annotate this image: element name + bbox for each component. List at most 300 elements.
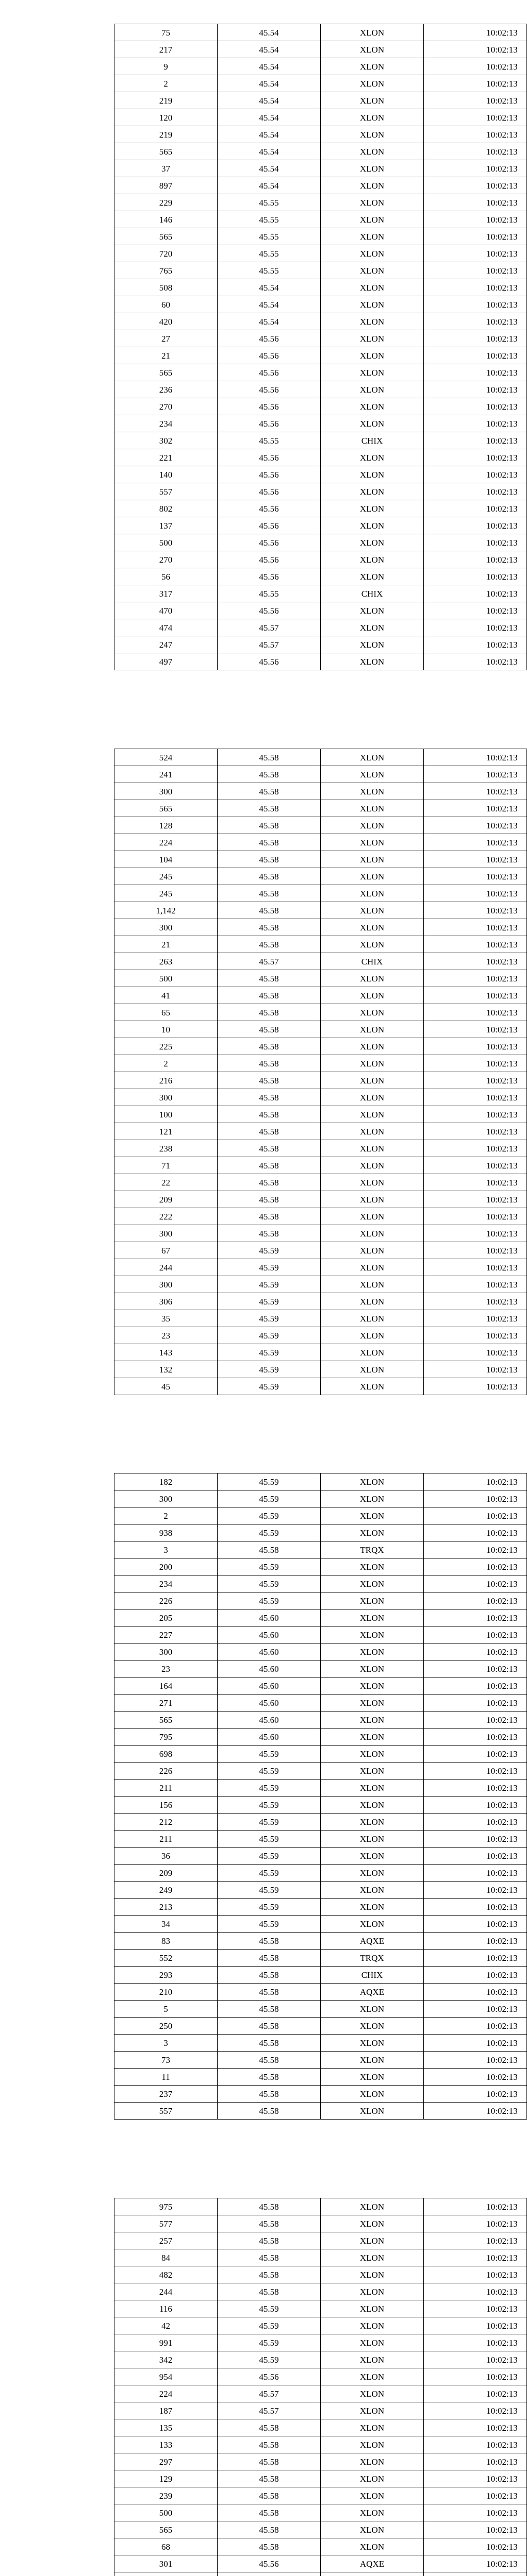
volume-cell: 565 xyxy=(114,228,218,245)
volume-cell: 226 xyxy=(114,1762,218,1780)
price-cell: 45.58 xyxy=(218,1950,321,1967)
time-cell: 10:02:13 xyxy=(424,347,527,364)
time-cell: 10:02:13 xyxy=(424,2487,527,2504)
volume-cell: 257 xyxy=(114,2232,218,2249)
volume-cell: 120 xyxy=(114,109,218,126)
price-cell: 45.58 xyxy=(218,2283,321,2300)
table-row xyxy=(114,2504,527,2521)
time-cell: 10:02:13 xyxy=(424,245,527,262)
volume-cell: 300 xyxy=(114,919,218,936)
volume-cell: 221 xyxy=(114,449,218,466)
table-row xyxy=(114,987,527,1004)
volume-cell: 140 xyxy=(114,466,218,483)
venue-cell: XLON xyxy=(321,1004,424,1021)
time-cell: 10:02:13 xyxy=(424,2521,527,2538)
volume-cell: 73 xyxy=(114,2052,218,2069)
volume-cell: 137 xyxy=(114,517,218,534)
price-cell: 45.58 xyxy=(218,936,321,953)
time-cell: 10:02:13 xyxy=(424,1473,527,1490)
time-cell: 10:02:13 xyxy=(424,92,527,109)
volume-cell: 229 xyxy=(114,194,218,211)
time-cell: 10:02:13 xyxy=(424,2368,527,2385)
table-row xyxy=(114,58,527,75)
price-cell: 45.58 xyxy=(218,1055,321,1072)
price-cell: 45.58 xyxy=(218,2521,321,2538)
venue-cell: XLON xyxy=(321,1327,424,1344)
venue-cell: XLON xyxy=(321,636,424,653)
volume-cell: 23 xyxy=(114,1327,218,1344)
volume-cell: 474 xyxy=(114,619,218,636)
price-cell: 45.55 xyxy=(218,211,321,228)
price-cell: 45.58 xyxy=(218,2453,321,2470)
price-cell: 45.58 xyxy=(218,1140,321,1157)
time-cell: 10:02:13 xyxy=(424,58,527,75)
table-row xyxy=(114,851,527,868)
time-cell: 10:02:13 xyxy=(424,75,527,92)
price-cell: 45.55 xyxy=(218,194,321,211)
venue-cell: XLON xyxy=(321,1865,424,1882)
venue-cell: XLON xyxy=(321,1174,424,1191)
venue-cell: XLON xyxy=(321,500,424,517)
price-cell: 45.54 xyxy=(218,313,321,330)
price-cell: 45.59 xyxy=(218,1899,321,1916)
volume-cell: 42 xyxy=(114,2317,218,2334)
time-cell: 10:02:13 xyxy=(424,1575,527,1592)
venue-cell: XLON xyxy=(321,1259,424,1276)
price-cell: 45.58 xyxy=(218,1174,321,1191)
time-cell: 10:02:13 xyxy=(424,1882,527,1899)
price-cell: 45.54 xyxy=(218,126,321,143)
venue-cell: AQXE xyxy=(321,2555,424,2572)
time-cell: 10:02:13 xyxy=(424,313,527,330)
venue-cell: XLON xyxy=(321,1490,424,1507)
table-row xyxy=(114,432,527,449)
table-row xyxy=(114,1780,527,1797)
table-row xyxy=(114,783,527,800)
price-cell: 45.57 xyxy=(218,636,321,653)
table-row xyxy=(114,1831,527,1848)
venue-cell: XLON xyxy=(321,1592,424,1609)
volume-cell: 300 xyxy=(114,1225,218,1242)
table-row xyxy=(114,1038,527,1055)
time-cell: 10:02:13 xyxy=(424,1310,527,1327)
price-cell: 45.58 xyxy=(218,1004,321,1021)
time-cell: 10:02:13 xyxy=(424,534,527,551)
price-cell: 45.54 xyxy=(218,279,321,296)
volume-cell: 132 xyxy=(114,1361,218,1378)
table-row xyxy=(114,1242,527,1259)
venue-cell: XLON xyxy=(321,262,424,279)
price-cell: 45.60 xyxy=(218,1626,321,1643)
time-cell: 10:02:13 xyxy=(424,2555,527,2572)
time-cell: 10:02:13 xyxy=(424,109,527,126)
price-cell: 45.56 xyxy=(218,568,321,585)
venue-cell: XLON xyxy=(321,1123,424,1140)
price-cell: 45.57 xyxy=(218,619,321,636)
table-row xyxy=(114,551,527,568)
volume-cell: 27 xyxy=(114,330,218,347)
venue-cell: XLON xyxy=(321,143,424,160)
table-row xyxy=(114,1558,527,1575)
time-cell: 10:02:13 xyxy=(424,868,527,885)
venue-cell: CHIX xyxy=(321,953,424,970)
time-cell: 10:02:13 xyxy=(424,330,527,347)
volume-cell: 67 xyxy=(114,1242,218,1259)
volume-cell: 11 xyxy=(114,2069,218,2086)
table-row xyxy=(114,245,527,262)
volume-cell: 128 xyxy=(114,817,218,834)
volume-cell: 187 xyxy=(114,2402,218,2419)
table-row xyxy=(114,1660,527,1677)
time-cell: 10:02:13 xyxy=(424,851,527,868)
price-cell: 45.56 xyxy=(218,364,321,381)
price-cell: 45.54 xyxy=(218,75,321,92)
venue-cell: XLON xyxy=(321,749,424,766)
volume-cell: 224 xyxy=(114,2385,218,2402)
price-cell: 45.58 xyxy=(218,800,321,817)
volume-cell: 216 xyxy=(114,1072,218,1089)
volume-cell: 297 xyxy=(114,2453,218,2470)
time-cell: 10:02:13 xyxy=(424,1157,527,1174)
price-cell: 45.58 xyxy=(218,919,321,936)
venue-cell: XLON xyxy=(321,1072,424,1089)
venue-cell: XLON xyxy=(321,1157,424,1174)
price-cell: 45.57 xyxy=(218,2385,321,2402)
time-cell: 10:02:13 xyxy=(424,749,527,766)
venue-cell: XLON xyxy=(321,483,424,500)
venue-cell: XLON xyxy=(321,1021,424,1038)
table-row xyxy=(114,1967,527,1984)
venue-cell: XLON xyxy=(321,126,424,143)
table-row xyxy=(114,1361,527,1378)
table-row xyxy=(114,2402,527,2419)
venue-cell: CHIX xyxy=(321,1967,424,1984)
venue-cell: XLON xyxy=(321,2001,424,2018)
volume-cell: 302 xyxy=(114,432,218,449)
volume-cell: 3 xyxy=(114,1541,218,1558)
time-cell: 10:02:13 xyxy=(424,2069,527,2086)
volume-cell: 897 xyxy=(114,177,218,194)
table-row xyxy=(114,2018,527,2035)
price-cell xyxy=(218,2572,321,2576)
table-row xyxy=(114,2572,527,2576)
price-cell: 45.59 xyxy=(218,1848,321,1865)
venue-cell: XLON xyxy=(321,449,424,466)
volume-cell: 247 xyxy=(114,636,218,653)
table-row xyxy=(114,585,527,602)
time-cell: 10:02:13 xyxy=(424,766,527,783)
venue-cell: XLON xyxy=(321,1361,424,1378)
venue-cell: XLON xyxy=(321,653,424,670)
price-cell: 45.58 xyxy=(218,766,321,783)
volume-cell: 224 xyxy=(114,834,218,851)
table-row xyxy=(114,1106,527,1123)
time-cell: 10:02:13 xyxy=(424,194,527,211)
price-cell: 45.58 xyxy=(218,2086,321,2103)
table-row xyxy=(114,1848,527,1865)
venue-cell: CHIX xyxy=(321,432,424,449)
price-cell: 45.56 xyxy=(218,551,321,568)
time-cell: 10:02:13 xyxy=(424,1916,527,1933)
venue-cell: XLON xyxy=(321,1916,424,1933)
table-row xyxy=(114,2300,527,2317)
table-row xyxy=(114,1933,527,1950)
price-cell: 45.59 xyxy=(218,1276,321,1293)
price-cell: 45.58 xyxy=(218,1208,321,1225)
trades-table-section-4 xyxy=(114,2198,518,2576)
volume-cell: 237 xyxy=(114,2086,218,2103)
time-cell: 10:02:13 xyxy=(424,1831,527,1848)
time-cell: 10:02:13 xyxy=(424,1541,527,1558)
volume-cell: 219 xyxy=(114,92,218,109)
time-cell: 10:02:13 xyxy=(424,919,527,936)
time-cell: 10:02:13 xyxy=(424,2249,527,2266)
table-row xyxy=(114,1473,527,1490)
table-row xyxy=(114,415,527,432)
volume-cell: 765 xyxy=(114,262,218,279)
volume-cell: 143 xyxy=(114,1344,218,1361)
time-cell: 10:02:13 xyxy=(424,834,527,851)
venue-cell: XLON xyxy=(321,2018,424,2035)
venue-cell: XLON xyxy=(321,2300,424,2317)
price-cell: 45.58 xyxy=(218,2538,321,2555)
volume-cell: 524 xyxy=(114,749,218,766)
table-row xyxy=(114,517,527,534)
table-row xyxy=(114,1575,527,1592)
table-row xyxy=(114,919,527,936)
table-row xyxy=(114,347,527,364)
table-row xyxy=(114,2266,527,2283)
venue-cell: XLON xyxy=(321,2351,424,2368)
price-cell: 45.59 xyxy=(218,1814,321,1831)
time-cell: 10:02:13 xyxy=(424,1361,527,1378)
time-cell: 10:02:13 xyxy=(424,2538,527,2555)
time-cell: 10:02:13 xyxy=(424,2504,527,2521)
time-cell: 10:02:13 xyxy=(424,2266,527,2283)
price-cell: 45.58 xyxy=(218,1191,321,1208)
table-row xyxy=(114,1021,527,1038)
time-cell: 10:02:13 xyxy=(424,1677,527,1694)
venue-cell: XLON xyxy=(321,2103,424,2120)
price-cell: 45.56 xyxy=(218,500,321,517)
volume-cell: 239 xyxy=(114,2487,218,2504)
price-cell: 45.58 xyxy=(218,2419,321,2436)
venue-cell: XLON xyxy=(321,415,424,432)
time-cell: 10:02:13 xyxy=(424,2086,527,2103)
venue-cell: TRQX xyxy=(321,1950,424,1967)
volume-cell: 342 xyxy=(114,2351,218,2368)
time-cell: 10:02:13 xyxy=(424,2470,527,2487)
table-row xyxy=(114,160,527,177)
venue-cell: XLON xyxy=(321,1208,424,1225)
table-row xyxy=(114,1208,527,1225)
volume-cell: 219 xyxy=(114,126,218,143)
time-cell: 10:02:13 xyxy=(424,1378,527,1395)
time-cell: 10:02:13 xyxy=(424,1865,527,1882)
venue-cell: XLON xyxy=(321,602,424,619)
venue-cell: XLON xyxy=(321,245,424,262)
venue-cell: XLON xyxy=(321,177,424,194)
table-row xyxy=(114,1310,527,1327)
table-row xyxy=(114,398,527,415)
time-cell: 10:02:13 xyxy=(424,466,527,483)
venue-cell: XLON xyxy=(321,1106,424,1123)
price-cell: 45.54 xyxy=(218,177,321,194)
volume-cell: 238 xyxy=(114,1140,218,1157)
venue-cell: XLON xyxy=(321,2334,424,2351)
time-cell: 10:02:13 xyxy=(424,1344,527,1361)
price-cell: 45.59 xyxy=(218,1524,321,1541)
volume-cell: 244 xyxy=(114,1259,218,1276)
price-cell: 45.56 xyxy=(218,466,321,483)
time-cell: 10:02:13 xyxy=(424,817,527,834)
table-row xyxy=(114,1344,527,1361)
venue-cell: XLON xyxy=(321,1643,424,1660)
price-cell: 45.59 xyxy=(218,2334,321,2351)
volume-cell: 226 xyxy=(114,1592,218,1609)
venue-cell: XLON xyxy=(321,1882,424,1899)
time-cell: 10:02:13 xyxy=(424,970,527,987)
time-cell: 10:02:13 xyxy=(424,2198,527,2215)
table-row xyxy=(114,364,527,381)
time-cell: 10:02:13 xyxy=(424,800,527,817)
venue-cell: XLON xyxy=(321,885,424,902)
table-row xyxy=(114,449,527,466)
price-cell: 45.60 xyxy=(218,1609,321,1626)
volume-cell: 991 xyxy=(114,2334,218,2351)
volume-cell: 420 xyxy=(114,313,218,330)
venue-cell: XLON xyxy=(321,868,424,885)
price-cell: 45.58 xyxy=(218,1967,321,1984)
table-row xyxy=(114,228,527,245)
volume-cell: 270 xyxy=(114,398,218,415)
time-cell: 10:02:13 xyxy=(424,902,527,919)
volume-cell: 84 xyxy=(114,2249,218,2266)
volume-cell: 552 xyxy=(114,1950,218,1967)
time-cell: 10:02:13 xyxy=(424,143,527,160)
time-cell: 10:02:13 xyxy=(424,449,527,466)
venue-cell: XLON xyxy=(321,551,424,568)
venue-cell: XLON xyxy=(321,1242,424,1259)
time-cell: 10:02:13 xyxy=(424,1814,527,1831)
venue-cell: XLON xyxy=(321,2249,424,2266)
volume-cell: 205 xyxy=(114,1609,218,1626)
volume-cell: 795 xyxy=(114,1728,218,1745)
price-cell: 45.59 xyxy=(218,1259,321,1276)
table-row xyxy=(114,766,527,783)
price-cell: 45.58 xyxy=(218,2103,321,2120)
table-row xyxy=(114,619,527,636)
table-row xyxy=(114,24,527,41)
venue-cell: XLON xyxy=(321,398,424,415)
time-cell: 10:02:13 xyxy=(424,381,527,398)
table-row xyxy=(114,1711,527,1728)
volume-cell: 209 xyxy=(114,1865,218,1882)
volume-cell: 164 xyxy=(114,1677,218,1694)
time-cell: 10:02:13 xyxy=(424,1490,527,1507)
venue-cell: XLON xyxy=(321,364,424,381)
price-cell: 45.56 xyxy=(218,398,321,415)
volume-cell: 133 xyxy=(114,2436,218,2453)
table-row xyxy=(114,2487,527,2504)
volume-cell: 300 xyxy=(114,1089,218,1106)
time-cell: 10:02:13 xyxy=(424,415,527,432)
table-row xyxy=(114,296,527,313)
venue-cell: XLON xyxy=(321,279,424,296)
time-cell: 10:02:13 xyxy=(424,2018,527,2035)
venue-cell: XLON xyxy=(321,1191,424,1208)
price-cell: 45.58 xyxy=(218,1541,321,1558)
table-row xyxy=(114,75,527,92)
table-row xyxy=(114,2470,527,2487)
table-row xyxy=(114,483,527,500)
table-row xyxy=(114,1191,527,1208)
time-cell: 10:02:13 xyxy=(424,228,527,245)
price-cell: 45.58 xyxy=(218,1123,321,1140)
volume-cell: 156 xyxy=(114,1797,218,1814)
venue-cell: XLON xyxy=(321,2402,424,2419)
time-cell: 10:02:13 xyxy=(424,2035,527,2052)
price-cell: 45.58 xyxy=(218,987,321,1004)
venue-cell: XLON xyxy=(321,783,424,800)
table-row xyxy=(114,2419,527,2436)
venue-cell: XLON xyxy=(321,2521,424,2538)
price-cell: 45.54 xyxy=(218,92,321,109)
volume-cell: 210 xyxy=(114,1984,218,2001)
venue-cell: XLON xyxy=(321,1089,424,1106)
volume-cell: 129 xyxy=(114,2470,218,2487)
table-row xyxy=(114,2215,527,2232)
table-row xyxy=(114,1626,527,1643)
time-cell: 10:02:13 xyxy=(424,1643,527,1660)
time-cell: 10:02:13 xyxy=(424,1140,527,1157)
table-row xyxy=(114,1293,527,1310)
trades-table xyxy=(114,1473,527,2120)
volume-cell: 60 xyxy=(114,296,218,313)
venue-cell: XLON xyxy=(321,1831,424,1848)
table-row xyxy=(114,749,527,766)
volume-cell: 954 xyxy=(114,2368,218,2385)
table-row xyxy=(114,279,527,296)
volume-cell: 250 xyxy=(114,2018,218,2035)
table-row xyxy=(114,262,527,279)
volume-cell: 146 xyxy=(114,211,218,228)
venue-cell: XLON xyxy=(321,800,424,817)
price-cell: 45.59 xyxy=(218,1745,321,1762)
table-row xyxy=(114,1541,527,1558)
price-cell: 45.58 xyxy=(218,817,321,834)
venue-cell: AQXE xyxy=(321,1933,424,1950)
table-row xyxy=(114,1694,527,1711)
volume-cell: 500 xyxy=(114,534,218,551)
volume-cell: 135 xyxy=(114,2419,218,2436)
time-cell: 10:02:13 xyxy=(424,211,527,228)
venue-cell: XLON xyxy=(321,817,424,834)
table-row xyxy=(114,1745,527,1762)
volume-cell: 482 xyxy=(114,2266,218,2283)
table-row xyxy=(114,143,527,160)
table-row xyxy=(114,2001,527,2018)
volume-cell: 9 xyxy=(114,58,218,75)
venue-cell: XLON xyxy=(321,92,424,109)
table-row xyxy=(114,2317,527,2334)
volume-cell: 21 xyxy=(114,347,218,364)
time-cell: 10:02:13 xyxy=(424,398,527,415)
venue-cell: XLON xyxy=(321,2086,424,2103)
trades-table xyxy=(114,749,527,1395)
table-row xyxy=(114,330,527,347)
time-cell: 10:02:13 xyxy=(424,1950,527,1967)
